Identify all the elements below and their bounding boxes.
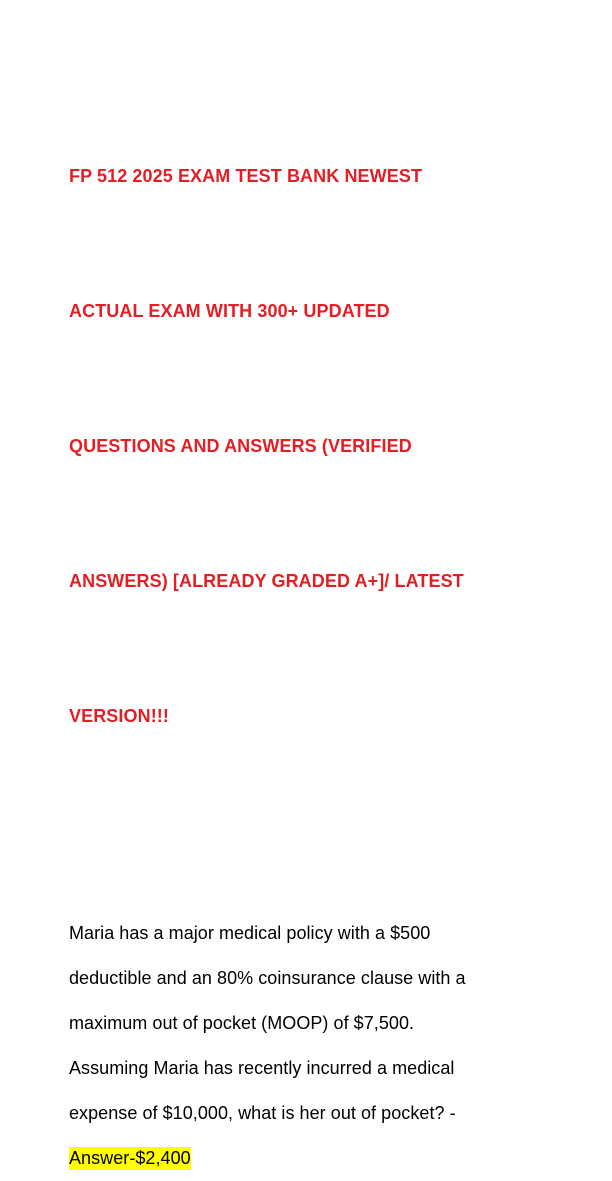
answer-line: [69, 1136, 535, 1181]
title-line-5: VERSION!!!: [69, 706, 169, 726]
title-line-4: ANSWERS) [ALREADY GRADED A+]/ LATEST: [69, 571, 464, 591]
question-paragraph: [69, 911, 535, 1181]
highlighted-answer: Answer-$2,400: [69, 1148, 191, 1168]
question-line-2: deductible and an 80% coinsurance clause with a: [69, 968, 466, 988]
title-line-3: QUESTIONS AND ANSWERS (VERIFIED: [69, 436, 412, 456]
question-line-1: Maria has a major medical policy with a $500: [69, 923, 431, 943]
title-body-spacer: [69, 829, 535, 911]
document-content: [69, 64, 535, 1181]
title-line-1: FP 512 2025 EXAM TEST BANK NEWEST: [69, 166, 423, 186]
question-line-5: expense of $10,000, what is her out of pocket? -: [69, 1103, 456, 1123]
title-line-2: ACTUAL EXAM WITH 300+ UPDATED: [69, 301, 390, 321]
question-line-3: maximum out of pocket (MOOP) of $7,500.: [69, 1013, 415, 1033]
question-line-4: Assuming Maria has recently incurred a medical: [69, 1058, 455, 1078]
page-title: [69, 64, 535, 829]
